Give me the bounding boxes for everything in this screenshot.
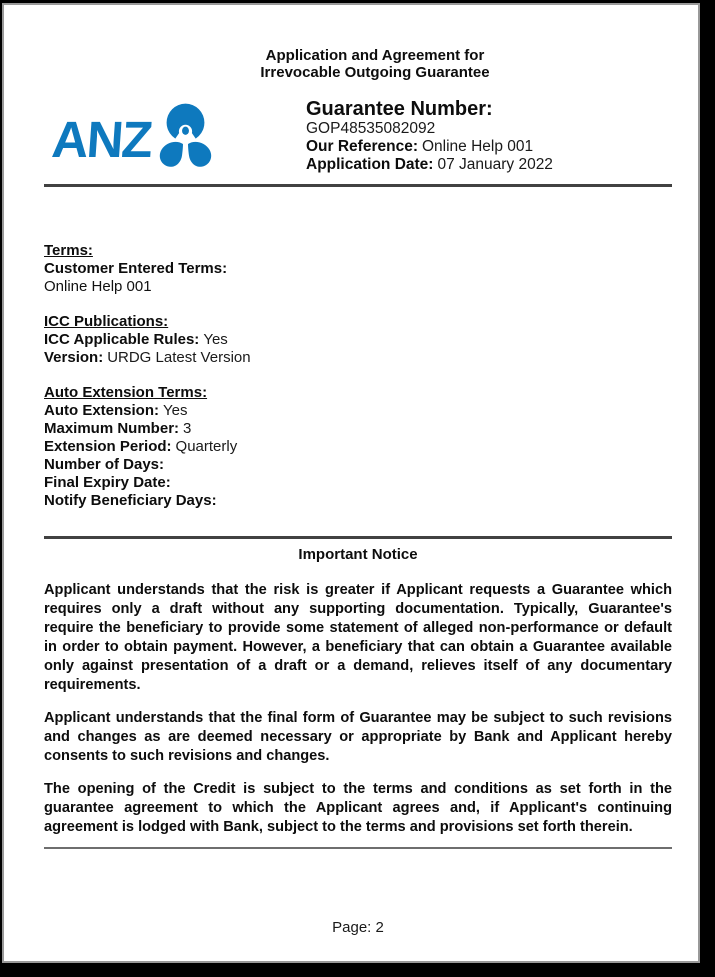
- icc-publications-section: [44, 313, 672, 367]
- header-divider: [44, 184, 672, 187]
- footer-divider: [44, 847, 672, 849]
- auto-extension-heading: Auto Extension Terms:: [44, 384, 208, 401]
- application-date-label: Application Date:: [306, 156, 434, 173]
- notice-paragraph-2: Applicant understands that the final form of Guarantee may be subject to such revisions and changes as are deemed necessary or appropriate by Bank and Applicant hereby consents to such revisions and changes.: [44, 710, 672, 764]
- notice-paragraph-1: Applicant understands that the risk is greater if Applicant requests a Guarantee which requires only a draft without any supporting documentation. Typically, Guarantee's require the beneficiary to provide some statement of alleged non-performance or default in order to obtain payment. However, a beneficiary that can obtain a Guarantee available only against presentation of a draft or a demand, relieves itself of any documentary requirements.: [44, 582, 672, 693]
- customer-entered-terms-label: Customer Entered Terms:: [44, 260, 228, 277]
- customer-entered-terms-value: Online Help 001: [44, 278, 152, 295]
- anz-lotus-icon: [154, 102, 217, 169]
- our-reference-line: [306, 138, 553, 156]
- document-page: [2, 3, 700, 963]
- document-title-line2: Irrevocable Outgoing Guarantee: [260, 64, 490, 81]
- anz-logo: [52, 102, 244, 169]
- guarantee-info-block: [306, 98, 553, 174]
- terms-heading: Terms:: [44, 242, 93, 259]
- application-date-line: [306, 156, 553, 174]
- notice-divider: [44, 536, 672, 539]
- notify-beneficiary-days-field: Notify Beneficiary Days:: [44, 492, 217, 509]
- extension-period-field: Extension Period: Quarterly: [44, 438, 238, 455]
- anz-logo-wordmark: ANZ: [50, 111, 153, 168]
- number-of-days-field: Number of Days:: [44, 456, 165, 473]
- final-expiry-date-field: Final Expiry Date:: [44, 474, 171, 491]
- document-title-line1: Application and Agreement for: [265, 47, 485, 64]
- icc-applicable-rules-field: ICC Applicable Rules: Yes: [44, 331, 228, 348]
- our-reference-value: Online Help 001: [421, 138, 534, 155]
- terms-section: [44, 242, 672, 296]
- auto-extension-field: Auto Extension: Yes: [44, 402, 188, 419]
- icc-version-field: Version: URDG Latest Version: [44, 349, 251, 366]
- our-reference-label: Our Reference:: [306, 138, 418, 155]
- document-content: [4, 47, 698, 936]
- document-title: [44, 47, 672, 81]
- icc-publications-heading: ICC Publications:: [44, 313, 169, 330]
- auto-extension-section: [44, 384, 672, 510]
- maximum-number-field: Maximum Number: 3: [44, 420, 192, 437]
- notice-paragraph-3: The opening of the Credit is subject to the terms and conditions as set forth in the guarantee agreement to which the Applicant agrees and, if Applicant's continuing agreement is lodged with Bank, subject to the terms and provisions set forth therein.: [44, 781, 672, 835]
- guarantee-number-value: GOP48535082092: [306, 120, 436, 137]
- page-number: Page: 2: [332, 919, 384, 936]
- important-notice-heading: Important Notice: [298, 546, 418, 563]
- application-date-value: 07 January 2022: [437, 156, 553, 173]
- guarantee-number-label: Guarantee Number:: [306, 98, 493, 120]
- document-header: [44, 98, 672, 173]
